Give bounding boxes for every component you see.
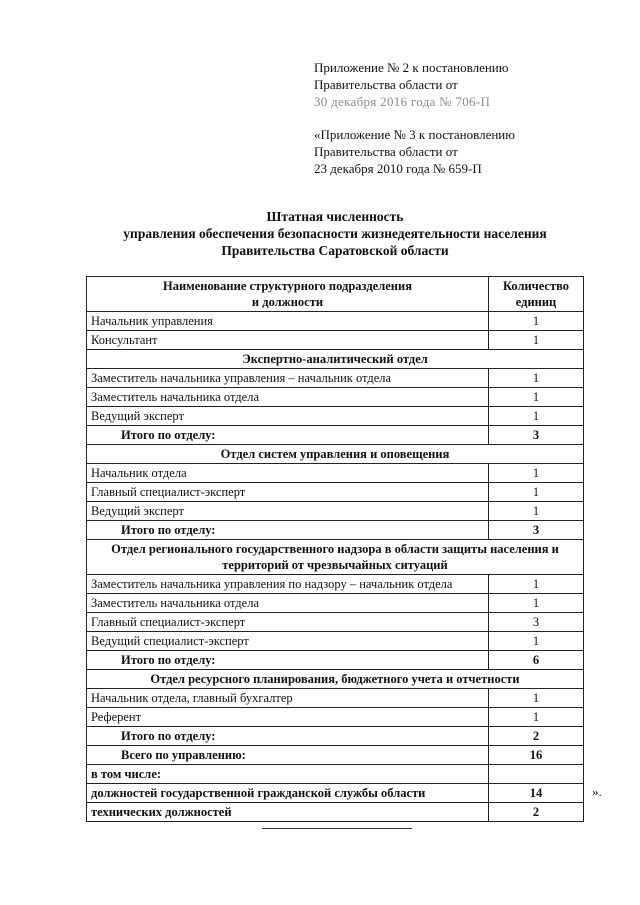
position-count: 14 bbox=[489, 784, 584, 803]
table-row bbox=[87, 483, 584, 502]
position-count: 1 bbox=[489, 632, 584, 651]
position-name: должностей государственной гражданской службы области bbox=[87, 784, 489, 803]
position-name: в том числе: bbox=[87, 765, 489, 784]
position-count: 1 bbox=[489, 388, 584, 407]
document-title bbox=[86, 208, 584, 259]
column-header-count-line-2: единиц bbox=[515, 295, 557, 309]
staff-table bbox=[86, 276, 584, 822]
table-row bbox=[87, 575, 584, 594]
quoted-line-1: «Приложение № 3 к постановлению bbox=[314, 127, 515, 142]
position-count: 1 bbox=[489, 483, 584, 502]
position-name: Итого по отделу: bbox=[87, 727, 489, 746]
table-row bbox=[87, 689, 584, 708]
position-count: 1 bbox=[489, 502, 584, 521]
title-line-3: Правительства Саратовской области bbox=[221, 243, 449, 258]
position-count: 3 bbox=[489, 426, 584, 445]
position-name: Ведущий эксперт bbox=[87, 502, 489, 521]
table-row bbox=[87, 803, 584, 822]
position-count: 3 bbox=[489, 521, 584, 540]
total-row bbox=[87, 426, 584, 445]
section-title: Отдел систем управления и оповещения bbox=[87, 445, 584, 464]
column-header-name-line-1: Наименование структурного подразделения bbox=[163, 279, 412, 293]
position-name: Главный специалист-эксперт bbox=[87, 483, 489, 502]
position-name: технических должностей bbox=[87, 803, 489, 822]
section-title: Отдел ресурсного планирования, бюджетного учета и отчетности bbox=[87, 670, 584, 689]
table-row bbox=[87, 331, 584, 350]
position-count bbox=[489, 765, 584, 784]
position-name: Заместитель начальника отдела bbox=[87, 388, 489, 407]
appendix-line-2: Правительства области от bbox=[314, 77, 458, 92]
appendix-line-1: Приложение № 2 к постановлению bbox=[314, 60, 509, 75]
position-count: 1 bbox=[489, 369, 584, 388]
position-name: Начальник отдела, главный бухгалтер bbox=[87, 689, 489, 708]
header-block bbox=[314, 59, 614, 177]
quoted-line-3: 23 декабря 2010 года № 659-П bbox=[314, 161, 482, 176]
position-name: Ведущий специалист-эксперт bbox=[87, 632, 489, 651]
appendix-line-3: 30 декабря 2016 года № 706-П bbox=[314, 94, 491, 109]
table-row bbox=[87, 765, 584, 784]
section-row bbox=[87, 445, 584, 464]
position-count: 1 bbox=[489, 594, 584, 613]
total-row bbox=[87, 727, 584, 746]
table-row bbox=[87, 613, 584, 632]
table-row bbox=[87, 369, 584, 388]
position-count: 1 bbox=[489, 312, 584, 331]
position-name: Консультант bbox=[87, 331, 489, 350]
column-header-name-line-2: и должности bbox=[251, 295, 324, 309]
column-header-name bbox=[87, 277, 489, 312]
section-row bbox=[87, 350, 584, 369]
section-title: Отдел регионального государственного надзора в области защиты населения и территорий от чрезвычайных ситуаций bbox=[87, 540, 584, 575]
position-name: Итого по отделу: bbox=[87, 521, 489, 540]
position-name: Заместитель начальника управления по надзору – начальник отдела bbox=[87, 575, 489, 594]
column-header-count bbox=[489, 277, 584, 312]
title-line-2: управления обеспечения безопасности жизнедеятельности населения bbox=[123, 226, 547, 241]
section-row bbox=[87, 670, 584, 689]
closing-quote: ». bbox=[592, 784, 602, 799]
table-row bbox=[87, 502, 584, 521]
position-count: 1 bbox=[489, 689, 584, 708]
table-header-row bbox=[87, 277, 584, 312]
position-name: Референт bbox=[87, 708, 489, 727]
position-count: 1 bbox=[489, 708, 584, 727]
total-row bbox=[87, 746, 584, 765]
total-row bbox=[87, 521, 584, 540]
position-count: 6 bbox=[489, 651, 584, 670]
position-name: Начальник управления bbox=[87, 312, 489, 331]
position-count: 2 bbox=[489, 803, 584, 822]
position-count: 2 bbox=[489, 727, 584, 746]
position-name: Главный специалист-эксперт bbox=[87, 613, 489, 632]
table-row bbox=[87, 464, 584, 483]
position-count: 1 bbox=[489, 575, 584, 594]
title-line-1: Штатная численность bbox=[266, 209, 404, 224]
position-count: 1 bbox=[489, 464, 584, 483]
position-name: Заместитель начальника управления – начальник отдела bbox=[87, 369, 489, 388]
position-count: 16 bbox=[489, 746, 584, 765]
section-row bbox=[87, 540, 584, 575]
table-row bbox=[87, 708, 584, 727]
total-row bbox=[87, 651, 584, 670]
position-name: Заместитель начальника отдела bbox=[87, 594, 489, 613]
table-row bbox=[87, 312, 584, 331]
table-row bbox=[87, 632, 584, 651]
position-count: 1 bbox=[489, 407, 584, 426]
position-name: Начальник отдела bbox=[87, 464, 489, 483]
quoted-line-2: Правительства области от bbox=[314, 144, 458, 159]
position-name: Ведущий эксперт bbox=[87, 407, 489, 426]
section-title: Экспертно-аналитический отдел bbox=[87, 350, 584, 369]
table-row bbox=[87, 388, 584, 407]
position-count: 1 bbox=[489, 331, 584, 350]
column-header-count-line-1: Количество bbox=[502, 279, 570, 293]
table-row bbox=[87, 407, 584, 426]
position-name: Итого по отделу: bbox=[87, 426, 489, 445]
position-count: 3 bbox=[489, 613, 584, 632]
position-name: Всего по управлению: bbox=[87, 746, 489, 765]
staff-table-body bbox=[87, 312, 584, 822]
position-name: Итого по отделу: bbox=[87, 651, 489, 670]
table-row bbox=[87, 594, 584, 613]
footer-separator-line bbox=[262, 828, 412, 829]
table-row bbox=[87, 784, 584, 803]
